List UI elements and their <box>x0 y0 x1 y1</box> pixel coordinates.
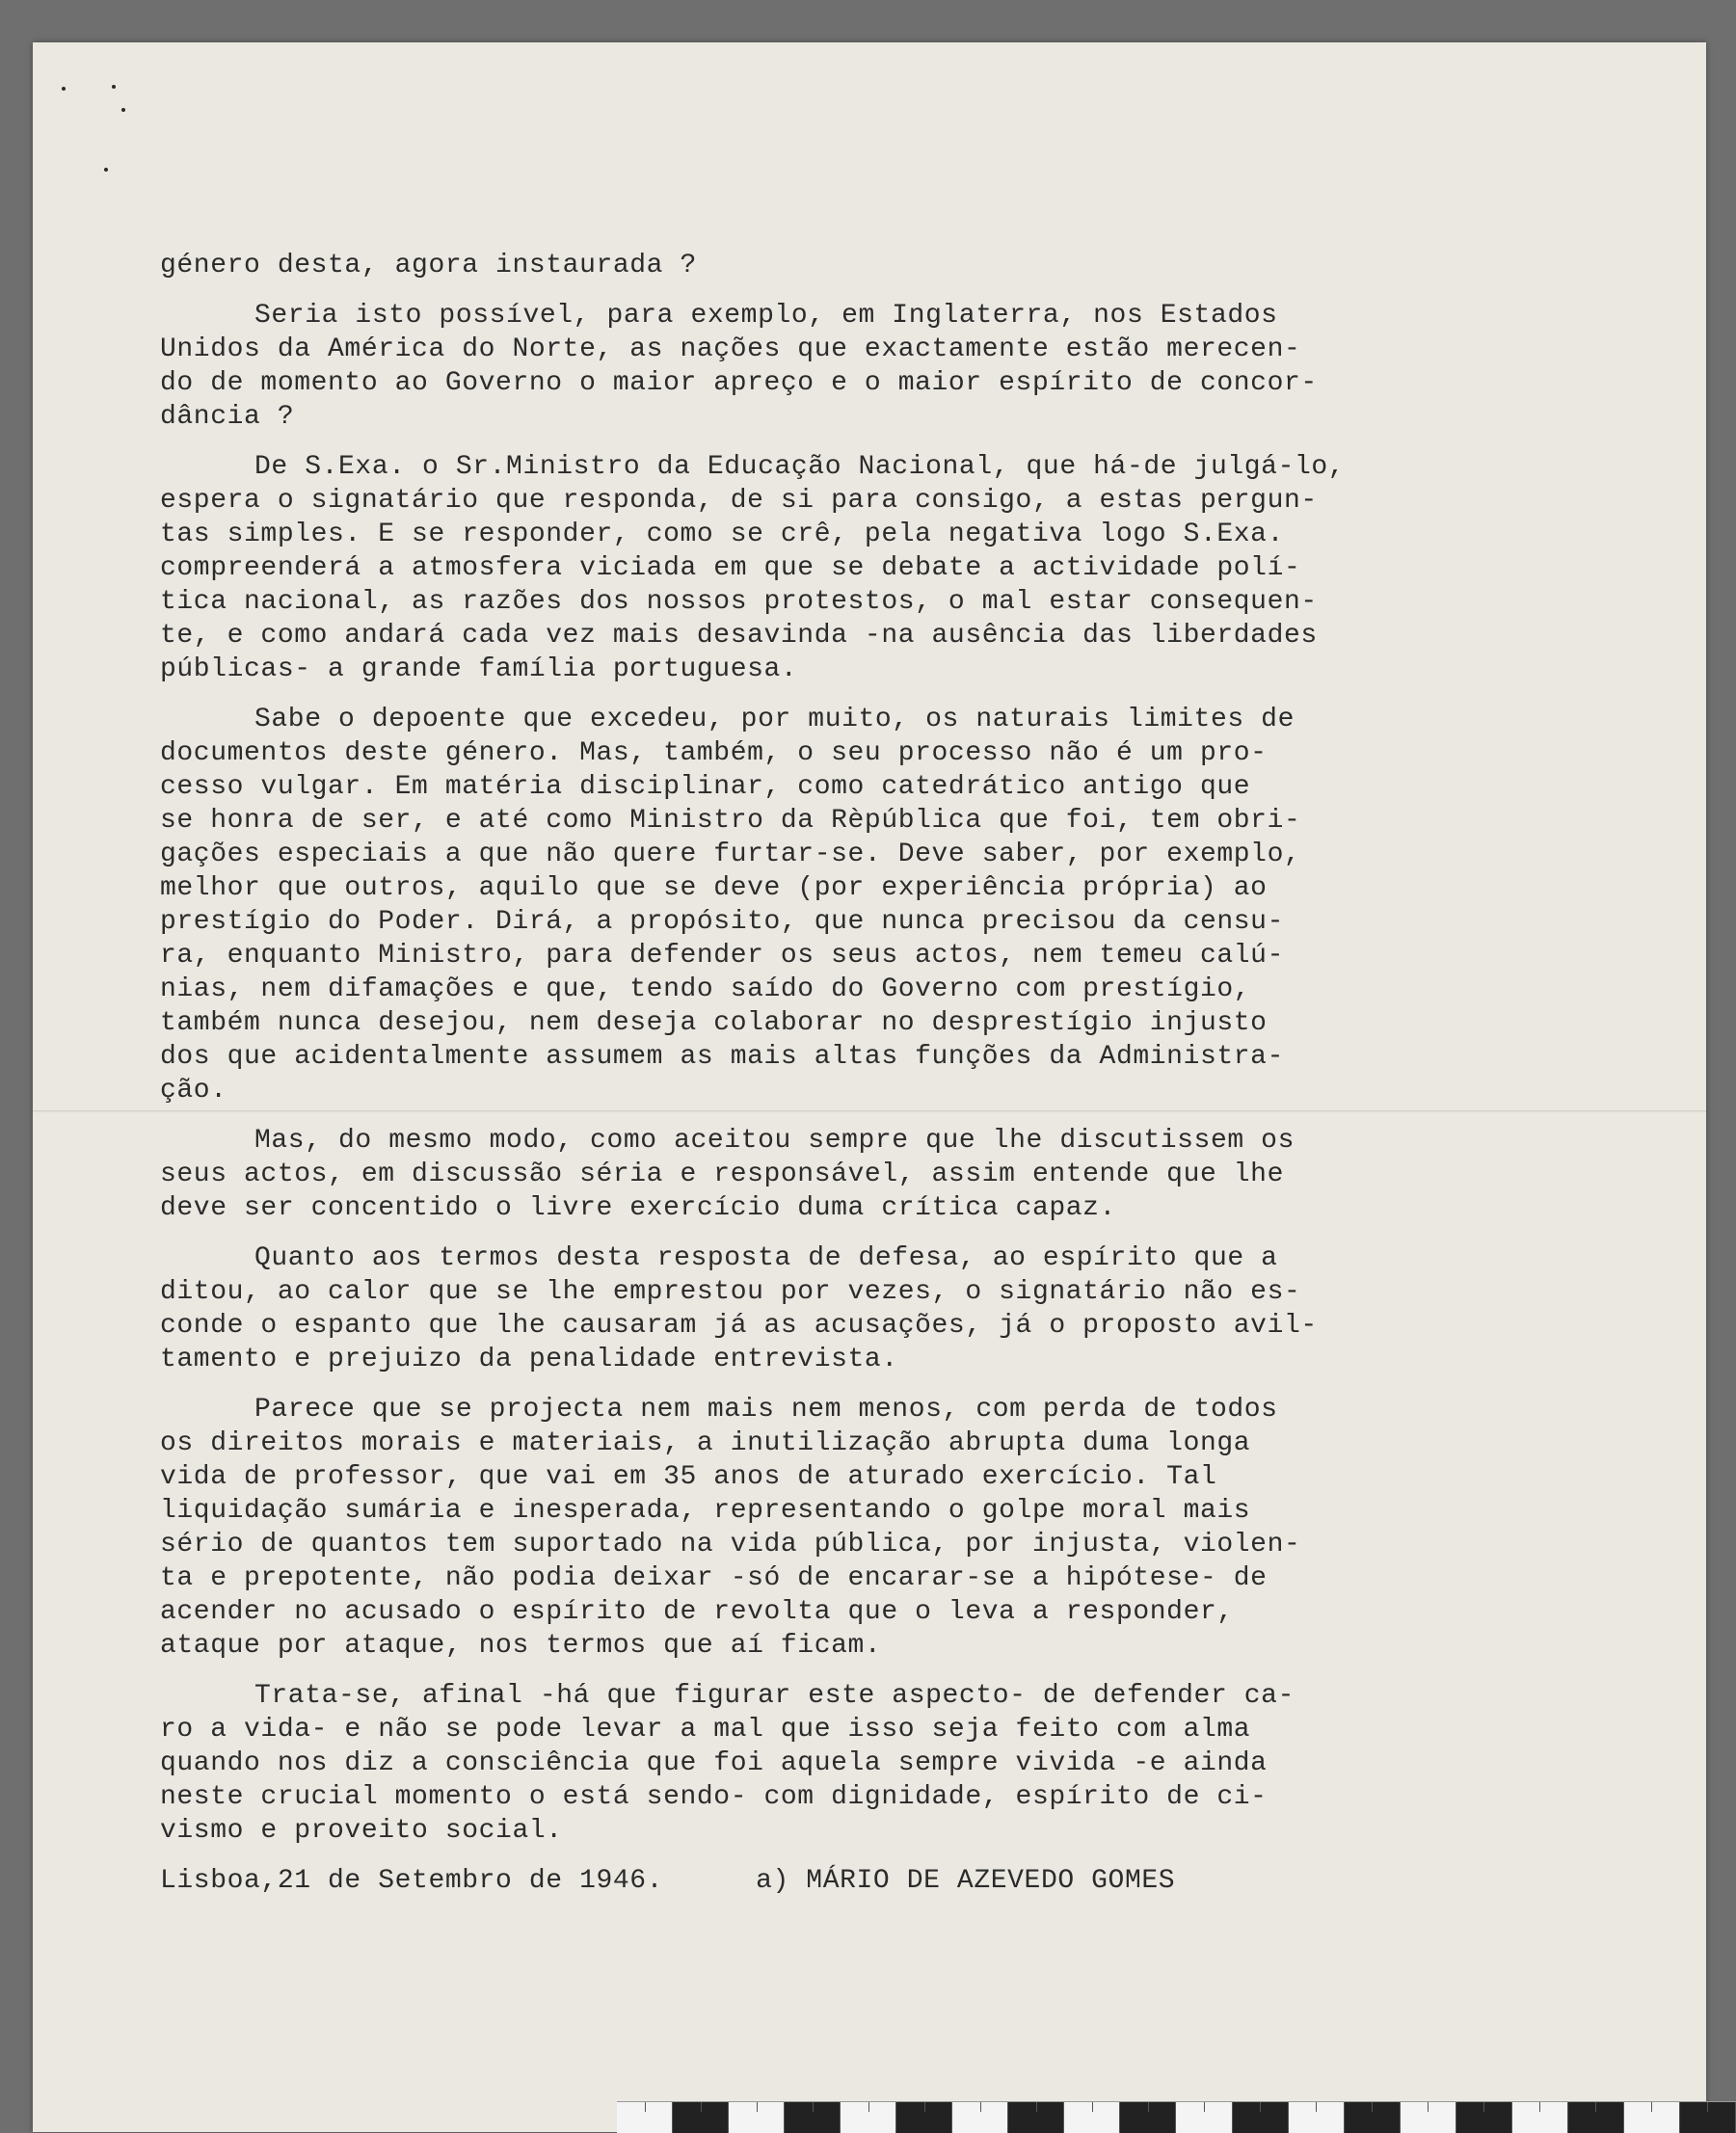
text-line: tamento e prejuizo da penalidade entrevista. <box>160 1345 898 1374</box>
ruler-segment <box>1233 2102 1289 2133</box>
ruler-segment <box>1680 2102 1736 2133</box>
paragraph <box>160 1124 1577 1225</box>
ink-speck <box>62 87 66 91</box>
text-line: acender no acusado o espírito de revolta que o leva a responder, <box>160 1597 1234 1627</box>
ruler-segment <box>841 2102 896 2133</box>
text-line: também nunca desejou, nem deseja colaborar no desprestígio injusto <box>160 1008 1268 1038</box>
signature-line <box>160 1864 1577 1898</box>
text-line: ditou, ao calor que se lhe emprestou por vezes, o signatário não es- <box>160 1277 1301 1307</box>
text-line: vida de professor, que vai em 35 anos de aturado exercício. Tal <box>160 1462 1217 1492</box>
text-line: deve ser concentido o livre exercício duma crítica capaz. <box>160 1193 1116 1223</box>
color-scale-ruler <box>617 2101 1736 2133</box>
text-line: Trata-se, afinal -há que figurar este aspecto- de defender ca- <box>254 1681 1295 1711</box>
text-line: neste crucial momento o está sendo- com dignidade, espírito de ci- <box>160 1782 1268 1812</box>
ink-speck <box>121 108 125 112</box>
ruler-segment <box>1456 2102 1512 2133</box>
paragraph <box>160 299 1577 434</box>
text-line: os direitos morais e materiais, a inutilização abrupta duma longa <box>160 1428 1251 1458</box>
text-line: seus actos, em discussão séria e responsável, assim entende que lhe <box>160 1160 1284 1189</box>
text-line: tas simples. E se responder, como se crê, pela negativa logo S.Exa. <box>160 520 1284 549</box>
ruler-segment <box>1401 2102 1456 2133</box>
ruler-segment <box>952 2102 1008 2133</box>
text-line: Quanto aos termos desta resposta de defesa, ao espírito que a <box>254 1243 1278 1273</box>
text-line: ção. <box>160 1076 227 1106</box>
text-line: sério de quantos tem suportado na vida pública, por injusta, violen- <box>160 1530 1301 1560</box>
paragraph <box>160 450 1577 686</box>
paragraph <box>160 1393 1577 1663</box>
signature: a) MÁRIO DE AZEVEDO GOMES <box>756 1866 1176 1896</box>
text-line: documentos deste género. Mas, também, o seu processo não é um pro- <box>160 738 1268 768</box>
text-line: gações especiais a que não quere furtar-se. Deve saber, por exemplo, <box>160 840 1301 869</box>
text-line: Unidos da América do Norte, as nações que exactamente estão merecen- <box>160 334 1301 364</box>
paragraph <box>160 1241 1577 1376</box>
ruler-segment <box>1345 2102 1401 2133</box>
paragraph <box>160 249 1577 282</box>
text-line: nias, nem difamações e que, tendo saído do Governo com prestígio, <box>160 974 1251 1004</box>
text-line: ta e prepotente, não podia deixar -só de encarar-se a hipótese- de <box>160 1563 1268 1593</box>
ruler-segment <box>673 2102 729 2133</box>
ruler-segment <box>1120 2102 1176 2133</box>
ink-speck <box>112 85 116 89</box>
text-line: Sabe o depoente que excedeu, por muito, os naturais limites de <box>254 705 1295 734</box>
place-and-date: Lisboa,21 de Setembro de 1946. <box>160 1866 664 1896</box>
text-line: melhor que outros, aquilo que se deve (por experiência própria) ao <box>160 873 1268 903</box>
text-line: públicas- a grande família portuguesa. <box>160 654 798 684</box>
ink-speck <box>104 168 108 172</box>
text-line: compreenderá a atmosfera viciada em que se debate a actividade polí- <box>160 553 1301 583</box>
text-line: te, e como andará cada vez mais desavinda -na ausência das liberdades <box>160 621 1318 651</box>
text-line: do de momento ao Governo o maior apreço e o maior espírito de concor- <box>160 368 1318 398</box>
text-line: ra, enquanto Ministro, para defender os seus actos, nem temeu calú- <box>160 941 1284 971</box>
ruler-segment <box>1568 2102 1624 2133</box>
text-line: De S.Exa. o Sr.Ministro da Educação Nacional, que há-de julgá-lo, <box>254 452 1346 482</box>
ruler-segment <box>896 2102 952 2133</box>
paragraph <box>160 1679 1577 1848</box>
ruler-segment <box>1176 2102 1232 2133</box>
text-line: dância ? <box>160 402 295 432</box>
text-line: género desta, agora instaurada ? <box>160 251 697 280</box>
text-line: ro a vida- e não se pode levar a mal que isso seja feito com alma <box>160 1715 1251 1745</box>
ruler-segment <box>1064 2102 1120 2133</box>
ruler-segment <box>785 2102 841 2133</box>
text-line: ataque por ataque, nos termos que aí ficam. <box>160 1631 882 1661</box>
text-line: liquidação sumária e inesperada, representando o golpe moral mais <box>160 1496 1251 1526</box>
text-line: dos que acidentalmente assumem as mais altas funções da Administra- <box>160 1042 1284 1072</box>
text-line: tica nacional, as razões dos nossos protestos, o mal estar consequen- <box>160 587 1318 617</box>
text-line: prestígio do Poder. Dirá, a propósito, que nunca precisou da censu- <box>160 907 1284 937</box>
ruler-segment <box>1512 2102 1568 2133</box>
text-line: espera o signatário que responda, de si para consigo, a estas pergun- <box>160 486 1318 516</box>
ruler-segment <box>1008 2102 1064 2133</box>
text-line: Parece que se projecta nem mais nem menos, com perda de todos <box>254 1395 1278 1425</box>
ruler-segment <box>1289 2102 1345 2133</box>
text-line: conde o espanto que lhe causaram já as acusações, já o proposto avil- <box>160 1311 1318 1341</box>
text-line: cesso vulgar. Em matéria disciplinar, como catedrático antigo que <box>160 772 1251 802</box>
paragraph <box>160 703 1577 1107</box>
text-line: quando nos diz a consciência que foi aquela sempre vivida -e ainda <box>160 1748 1268 1778</box>
typed-text <box>160 249 1577 1898</box>
text-line: vismo e proveito social. <box>160 1816 563 1846</box>
text-line: Seria isto possível, para exemplo, em Inglaterra, nos Estados <box>254 301 1278 331</box>
ruler-segment <box>617 2102 673 2133</box>
text-line: Mas, do mesmo modo, como aceitou sempre que lhe discutissem os <box>254 1126 1295 1156</box>
ruler-segment <box>1624 2102 1680 2133</box>
ruler-segment <box>729 2102 785 2133</box>
text-line: se honra de ser, e até como Ministro da Rèpública que foi, tem obri- <box>160 806 1301 836</box>
